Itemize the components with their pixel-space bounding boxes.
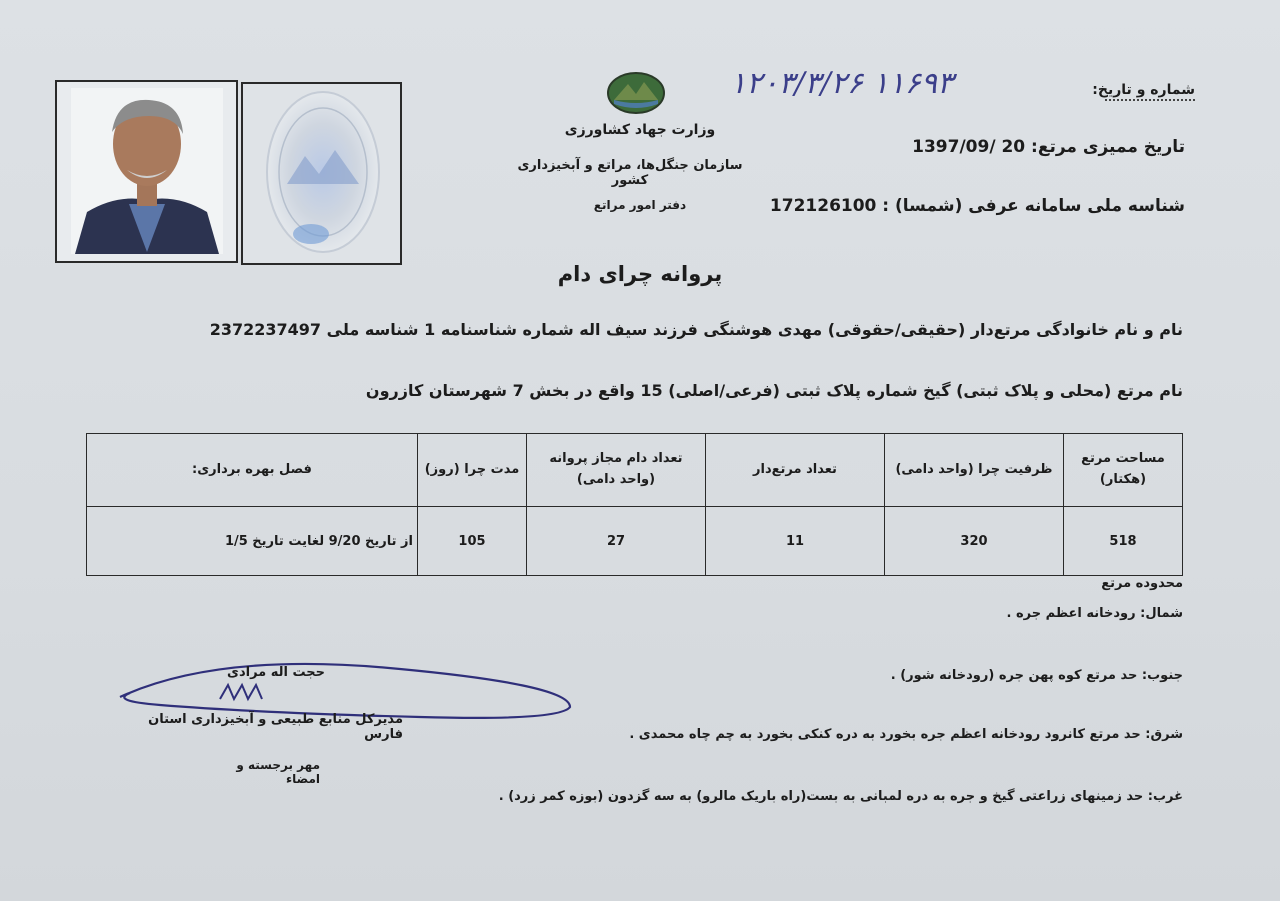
handwritten-number: ۱۲۰۳/۳/۲۶ ۱۱۶۹۳	[730, 66, 954, 101]
number-date-label: شماره و تاریخ:	[1092, 82, 1195, 98]
value-capacity: 320	[885, 507, 1064, 576]
signatory-title: مدیرکل منابع طبیعی و آبخیزداری استان فارس	[148, 712, 403, 742]
bound-south: جنوب: حد مرتع کوه پهن جره (رودخانه شور) .	[890, 668, 1183, 683]
table-header-row	[87, 434, 1183, 507]
value-grazing-days: 105	[418, 507, 527, 576]
office-name: دفتر امور مراتع	[593, 198, 687, 212]
organization-name: سازمان جنگل‌ها، مراتع و آبخیزداری کشور	[517, 158, 743, 188]
seal-signature-label: مهر برجسته و امضاء	[236, 758, 320, 786]
header-season: فصل بهره برداری:	[87, 434, 418, 507]
bound-west: غرب: حد زمینهای زراعتی گیخ و جره به دره لمبانی به بست(راه باریک مالرو) به سه گزدون (بوزه کمر زرد) .	[498, 789, 1183, 804]
number-dotted-line	[1105, 99, 1195, 101]
national-system-id: شناسه ملی سامانه عرفی (شمسا) : 172126100	[769, 196, 1185, 216]
table-row	[87, 507, 1183, 576]
document-title: پروانه چرای دام	[557, 262, 723, 286]
bound-east: شرق: حد مرتع کانرود رودخانه اعظم جره بخورد به دره کنکی بخورد به چم چاه محمدی .	[629, 727, 1183, 742]
value-area: 518	[1064, 507, 1183, 576]
permit-table	[86, 433, 1183, 576]
audit-date: تاریخ ممیزی مرتع: 20 /1397/09	[912, 137, 1185, 157]
hologram-seal	[241, 82, 402, 265]
header-grazing-days: مدت چرا (روز)	[418, 434, 527, 507]
holder-photo	[55, 80, 238, 263]
holder-info-line: نام و نام خانوادگی مرتع‌دار (حقیقی/حقوقی) مهدی هوشنگی فرزند سیف اله شماره شناسنامه 1 شناسه ملی 2372237497	[209, 320, 1183, 339]
value-season: از تاریخ 9/20 لغایت تاریخ 1/5	[87, 507, 418, 576]
value-allowed-livestock: 27	[527, 507, 706, 576]
header-area: مساحت مرتع (هکتار)	[1064, 434, 1183, 507]
ministry-logo	[606, 70, 666, 116]
bounds-title: محدوده مرتع	[1101, 576, 1183, 591]
ministry-name: وزارت جهاد کشاورزی	[564, 122, 716, 138]
header-holders: تعداد مرتع‌دار	[706, 434, 885, 507]
range-info-line: نام مرتع (محلی و پلاک ثبتی) گیخ شماره پلاک ثبتی (فرعی/اصلی) 15 واقع در بخش 7 شهرستان کازرون	[365, 381, 1183, 400]
header-capacity: ظرفیت چرا (واحد دامی)	[885, 434, 1064, 507]
value-holders: 11	[706, 507, 885, 576]
header-allowed-livestock: تعداد دام مجاز پروانه (واحد دامی)	[527, 434, 706, 507]
signatory-name: حجت اله مرادی	[227, 665, 325, 680]
bound-north: شمال: رودخانه اعظم جره .	[1006, 606, 1183, 621]
